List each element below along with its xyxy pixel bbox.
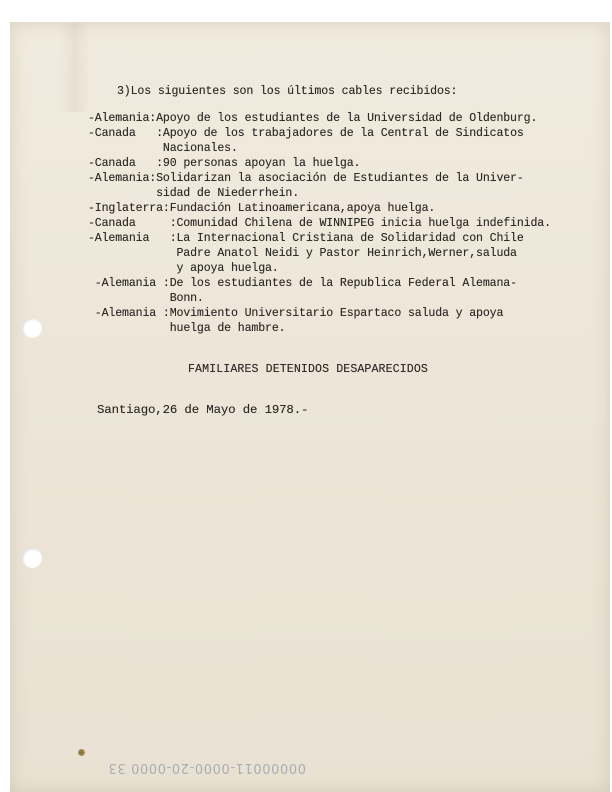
cable-list [88,111,588,336]
cable-text-line: Bonn. [169,292,204,305]
cable-country: -Alemania : [88,307,170,320]
cable-country: -Canada : [88,127,163,140]
section-title: FAMILIARES DETENIDOS DESAPARECIDOS [188,363,428,376]
cable-entry [88,201,588,216]
cable-text-line: sidad de Niederrhein. [156,187,300,200]
cable-entry [88,276,588,306]
cable-text-line: Comunidad Chilena de WINNIPEG inicia huelga indefinida. [176,217,551,230]
cable-country: -Alemania: [88,172,157,185]
cable-text [170,306,504,336]
cable-text [170,276,517,306]
cable-text [177,216,551,231]
cable-text-line: Apoyo de los trabajadores de la Central de Sindicatos [162,127,524,140]
cable-entry [88,231,588,276]
punch-hole [22,318,42,338]
cable-text [163,126,524,156]
cable-country: -Inglaterra: [88,202,170,215]
cable-country: -Canada : [88,217,177,230]
cable-entry [88,171,588,201]
cable-entry [88,306,588,336]
cable-country: -Alemania : [88,232,177,245]
cable-text-line: Fundación Latinoamericana,apoya huelga. [169,202,436,215]
cable-text [163,156,360,171]
cable-country: -Canada : [88,157,163,170]
cable-text-line: Apoyo de los estudiantes de la Universidad de Oldenburg. [156,112,538,125]
punch-hole [22,548,42,568]
cable-text [170,201,436,216]
cable-text-line: La Internacional Cristiana de Solidaridad con Chile [176,232,524,245]
archive-number: 00000011-0000-20-0000 33 [108,760,307,775]
cable-country: -Alemania: [88,112,157,125]
cable-text-line: De los estudiantes de la Republica Federal Alemana- [169,277,517,290]
closing-date-line: Santiago,26 de Mayo de 1978.- [97,403,309,417]
cable-text-line: y apoya huelga. [176,262,279,275]
cable-country: -Alemania : [88,277,170,290]
document-heading: 3)Los siguientes son los últimos cables recibidos: [117,85,458,98]
ink-spot [78,749,85,756]
cable-entry [88,156,588,171]
cable-text-line: Movimiento Universitario Espartaco saluda y apoya [169,307,504,320]
cable-text-line: huelga de hambre. [169,322,286,335]
cable-text [156,171,524,201]
cable-text-line: Solidarizan la asociación de Estudiantes de la Univer- [156,172,524,185]
cable-text-line: Nacionales. [162,142,238,155]
cable-entry [88,111,588,126]
paper-fold-shadow [60,22,90,112]
cable-text-line: Padre Anatol Neidi y Pastor Heinrich,Werner,saluda [176,247,517,260]
cable-entry [88,216,588,231]
cable-text-line: 90 personas apoyan la huelga. [162,157,361,170]
cable-text [177,231,524,276]
cable-text [156,111,537,126]
cable-entry [88,126,588,156]
